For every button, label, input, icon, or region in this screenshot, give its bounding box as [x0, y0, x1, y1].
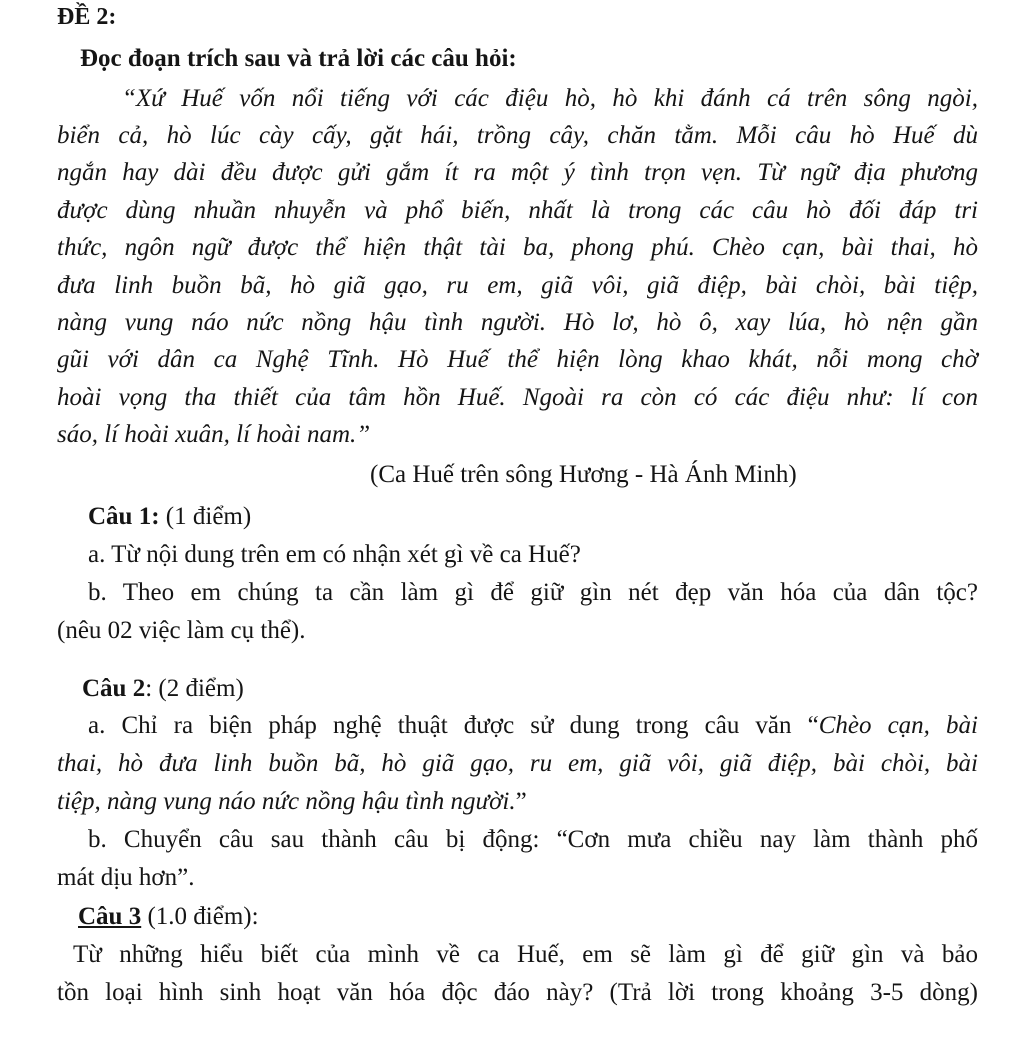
question-2a-intro: a. Chỉ ra biện pháp nghệ thuật được sử dung trong câu văn “ [88, 712, 819, 739]
question-2b-cont: mát dịu hơn”. [57, 864, 195, 891]
passage-line: được dùng nhuần nhuyễn và phổ biến, nhất là trong các câu hò đối đáp tri [57, 197, 978, 224]
question-2a [88, 711, 978, 741]
question-2-points: : (2 điểm) [145, 675, 244, 702]
question-2a-close: ” [515, 788, 527, 815]
passage-line: biển cả, hò lúc cày cấy, gặt hái, trồng cây, chăn tằm. Mỗi câu hò Huế dù [57, 122, 978, 149]
question-2-title [82, 674, 976, 704]
question-1b-cont: (nêu 02 việc làm cụ thể). [57, 617, 306, 644]
source-citation: (Ca Huế trên sông Hương - Hà Ánh Minh) [370, 461, 797, 488]
passage-line: hoài vọng tha thiết của tâm hồn Huế. Ngoài ra còn có các điệu như: lí con [57, 384, 978, 411]
exam-heading: ĐỀ 2: [57, 4, 117, 30]
question-1-points: (1 điểm) [159, 503, 252, 530]
question-1-label: Câu 1: [88, 503, 160, 530]
question-1-title [88, 502, 976, 532]
instruction: Đọc đoạn trích sau và trả lời các câu hỏi: [80, 45, 517, 72]
question-2a-quote: tiệp, nàng vung náo nức nồng hậu tình người. [57, 788, 516, 815]
passage-line: sáo, lí hoài xuân, lí hoài nam.” [57, 421, 371, 448]
question-2b: b. Chuyển câu sau thành câu bị động: “Cơn mưa chiều nay làm thành phố [88, 826, 978, 853]
question-2a-end [57, 787, 976, 817]
passage-line: “Xứ Huế vốn nổi tiếng với các điệu hò, hò khi đánh cá trên sông ngòi, [122, 85, 978, 112]
passage-line: ngắn hay dài đều được gửi gắm ít ra một ý tình trọn vẹn. Từ ngữ địa phương [57, 159, 978, 186]
passage-line: thức, ngôn ngữ được thể hiện thật tài ba, phong phú. Chèo cạn, bài thai, hò [57, 234, 978, 261]
question-2a-quote: thai, hò đưa linh buồn bã, hò giã gạo, ru em, giã vôi, giã điệp, bài chòi, bài [57, 750, 978, 777]
question-3-title [78, 902, 976, 932]
passage-line: đưa linh buồn bã, hò giã gạo, ru em, giã vôi, giã điệp, bài chòi, bài tiệp, [57, 272, 978, 299]
question-2-label: Câu 2 [82, 675, 146, 702]
passage-line: gũi với dân ca Nghệ Tĩnh. Hò Huế thể hiện lòng khao khát, nỗi mong chờ [57, 346, 978, 373]
question-1b: b. Theo em chúng ta cần làm gì để giữ gìn nét đẹp văn hóa của dân tộc? [88, 579, 978, 606]
question-3-points: (1.0 điểm): [141, 903, 259, 930]
passage-line: nàng vung náo nức nồng hậu tình người. Hò lơ, hò ô, xay lúa, hò nện gần [57, 309, 978, 336]
question-1a: a. Từ nội dung trên em có nhận xét gì về ca Huế? [88, 541, 581, 568]
question-3-label: Câu 3 [78, 903, 142, 930]
question-2a-quote: Chèo cạn, bài [818, 712, 978, 739]
question-3-text: Từ những hiểu biết của mình về ca Huế, em sẽ làm gì để giữ gìn và bảo [73, 941, 978, 968]
question-3-text-cont: tồn loại hình sinh hoạt văn hóa độc đáo này? (Trả lời trong khoảng 3-5 dòng) [57, 979, 978, 1006]
